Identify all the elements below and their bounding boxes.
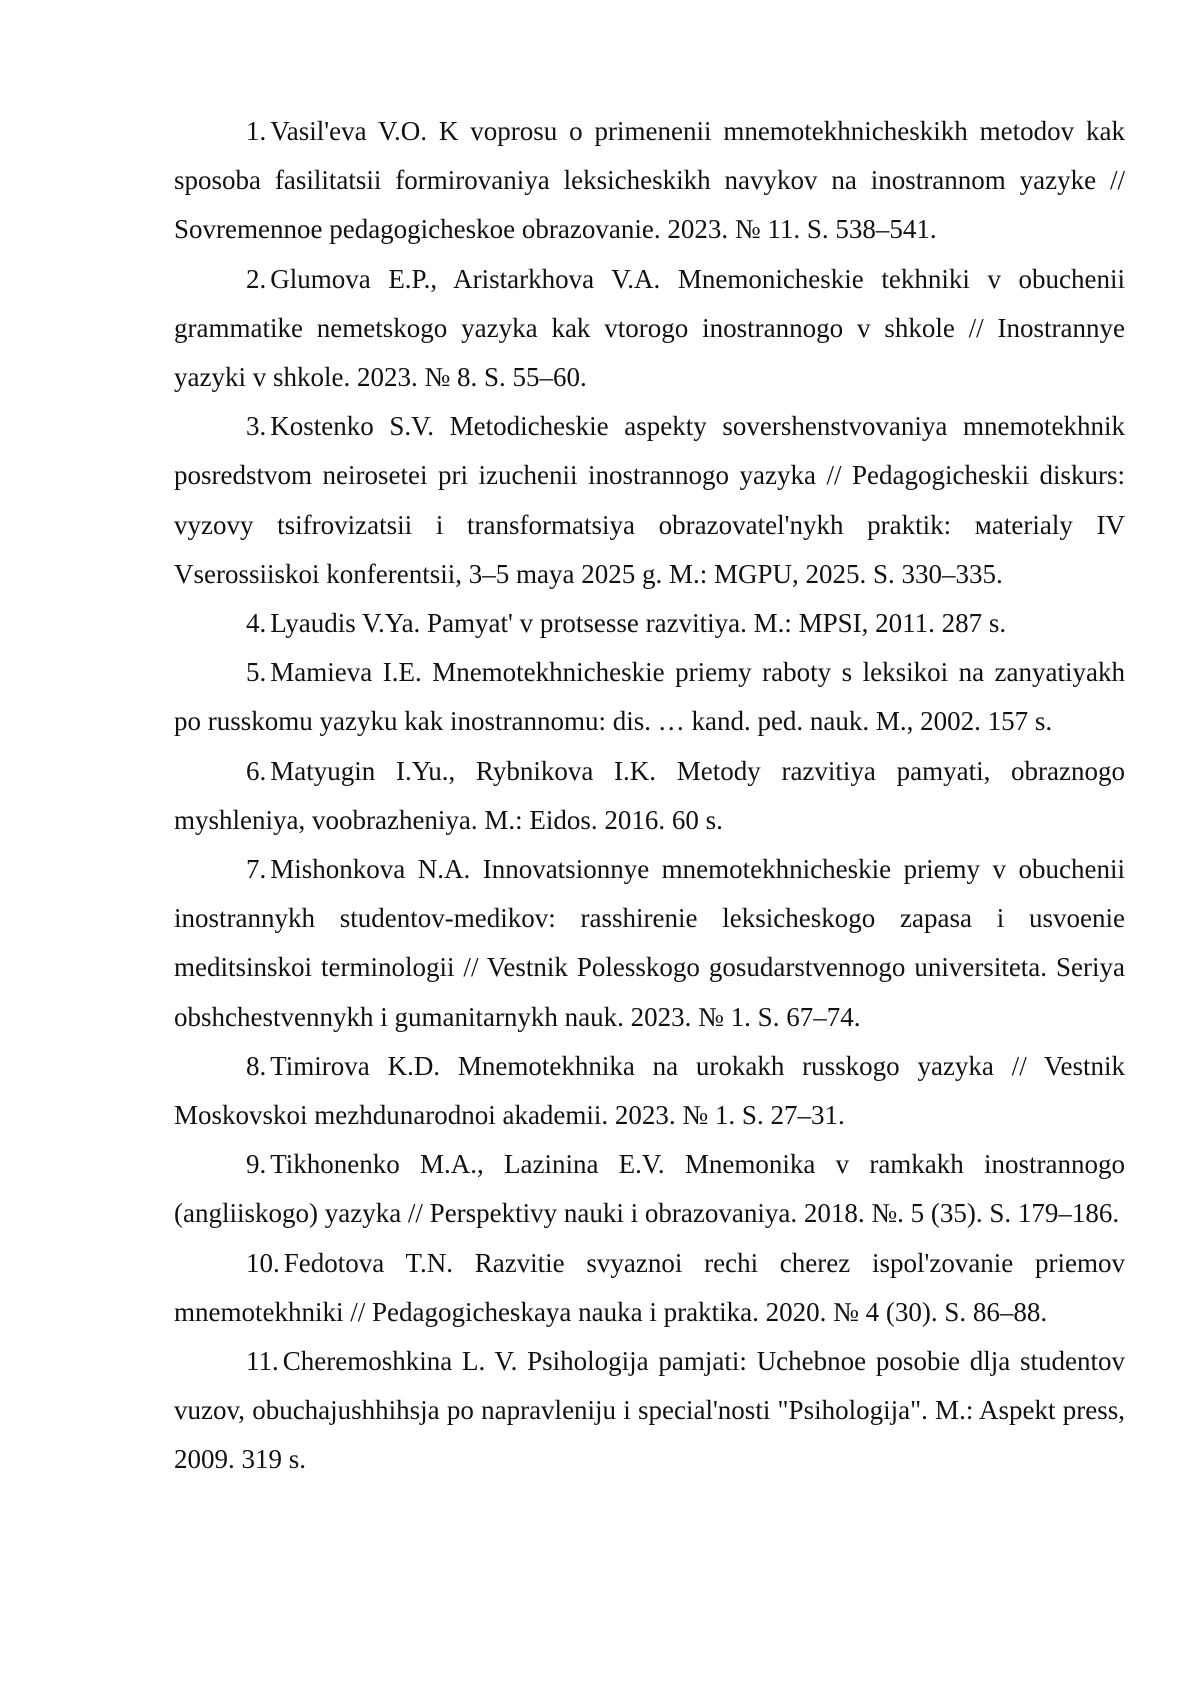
reference-number: 3. (246, 411, 267, 442)
reference-number: 5. (246, 657, 267, 688)
reference-item (174, 1140, 1125, 1238)
reference-text: Cheremoshkina L. V. Psihologija pamjati: Uchebnoe posobie dlja studentov vuzov, obuchajushhihsja po napravleniju i special'nosti "Psihologija". M.: Aspekt press, 2009. 319 s. (174, 1346, 1125, 1475)
reference-text: Matyugin I.Yu., Rybnikova I.K. Metody razvitiya pamyati, obraznogo myshleniya, voobrazheniya. M.: Eidos. 2016. 60 s. (174, 755, 1125, 835)
reference-item (174, 1042, 1125, 1140)
reference-item (174, 648, 1125, 746)
reference-text: Vasil'eva V.O. K voprosu o primenenii mnemotekhnicheskikh metodov kak sposoba fasilitatsii formirovaniya leksicheskikh navykov na inostrannom yazyke // Sovremennoe pedagogicheskoe obrazovanie. 2023. № 11. S. 538–541. (174, 116, 1125, 245)
reference-item (174, 845, 1125, 1042)
reference-text: Kostenko S.V. Metodicheskie aspekty sovershenstvovaniya mnemotekhnik posredstvom neirosetei pri izuchenii inostrannogo yazyka // Pedagogicheskii diskurs: vyzovy tsifrovizatsii i transformatsiya obrazovatel'nykh praktik: мaterialy IV Vserossiiskoi konferentsii, 3–5 maya 2025 g. M.: MGPU, 2025. S. 330–335. (174, 411, 1125, 589)
reference-number: 11. (246, 1346, 279, 1377)
reference-text: Timirova K.D. Mnemotekhnika na urokakh russkogo yazyka // Vestnik Moskovskoi mezhdunarodnoi akademii. 2023. № 1. S. 27–31. (174, 1050, 1125, 1131)
reference-item (174, 1239, 1125, 1337)
reference-number: 4. (246, 608, 267, 639)
reference-item (174, 599, 1125, 648)
reference-number: 2. (246, 263, 267, 294)
reference-number: 10. (246, 1247, 280, 1278)
reference-number: 8. (246, 1050, 267, 1081)
reference-item (174, 255, 1125, 403)
reference-item (174, 747, 1125, 845)
reference-text: Lyaudis V.Ya. Pamyat' v protsesse razvitiya. M.: MPSI, 2011. 287 s. (270, 608, 1007, 639)
reference-list (174, 107, 1125, 1485)
reference-item (174, 1337, 1125, 1485)
reference-text: Mamieva I.E. Mnemotekhnicheskie priemy raboty s leksikoi na zanyatiyakh po russkomu yazyku kak inostrannomu: dis. … kand. ped. nauk. M., 2002. 157 s. (174, 657, 1125, 737)
reference-number: 7. (246, 854, 267, 885)
reference-text: Fedotova T.N. Razvitie svyaznoi rechi cherez ispol'zovanie priemov mnemotekhniki // Pedagogicheskaya nauka i praktika. 2020. № 4 (30). S. 86–88. (174, 1247, 1125, 1327)
reference-text: Tikhonenko M.A., Lazinina E.V. Mnemonika v ramkakh inostrannogo (angliiskogo) yazyka // Perspektivy nauki i obrazovaniya. 2018. №. 5 (35). S. 179–186. (174, 1149, 1125, 1229)
reference-number: 1. (246, 116, 267, 146)
reference-text: Mishonkova N.A. Innovatsionnye mnemotekhnicheskie priemy v obuchenii inostrannykh studentov-medikov: rasshirenie leksicheskogo zapasa i usvoenie meditsinskoi terminologii // Vestnik Polesskogo gosudarstvennogo universiteta. Seriya obshchestvennykh i gumanitarnykh nauk. 2023. № 1. S. 67–74. (174, 854, 1125, 1032)
reference-text: Glumova E.P., Aristarkhova V.A. Mnemonicheskie tekhniki v obuchenii grammatike nemetskogo yazyka kak vtorogo inostrannogo v shkole // Inostrannye yazyki v shkole. 2023. № 8. S. 55–60. (174, 263, 1125, 393)
reference-item (174, 107, 1125, 255)
reference-item (174, 402, 1125, 599)
reference-number: 9. (246, 1149, 267, 1180)
reference-number: 6. (246, 755, 267, 786)
